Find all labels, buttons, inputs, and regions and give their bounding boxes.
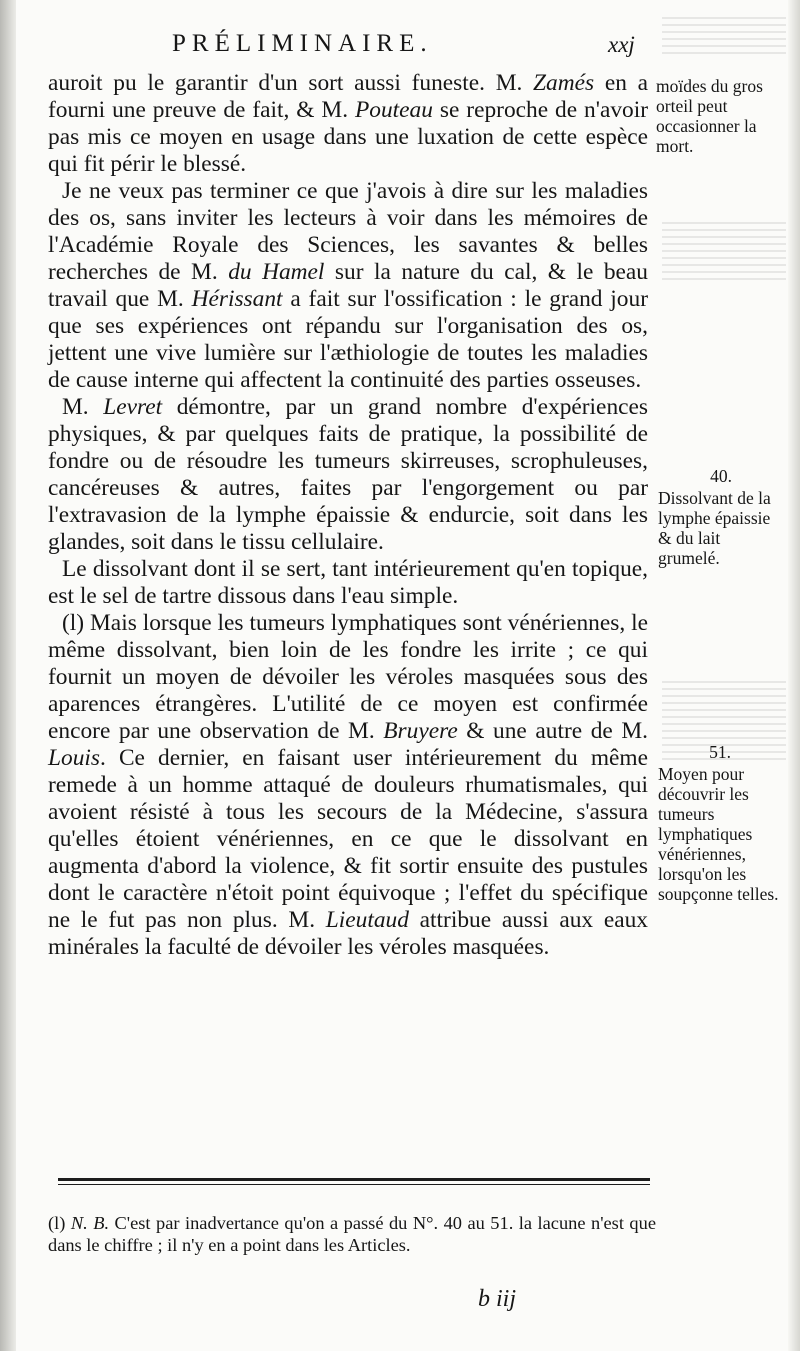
paragraph: Je ne veux pas terminer ce que j'avois à dire sur les maladies des os, sans inviter les lecteurs à voir dans les mémoires de l'Académie Royale des Sciences, les savantes & belles recherches de M. du Hamel sur la nature du cal, & le beau travail que M. Hérissant a fait sur l'ossification : le grand jour que ses expériences ont répandu sur l'organisation des os, jettent une vive lumière sur l'æthiologie de toutes les maladies de cause interne qui affectent la continuité des parties osseuses. xyxy=(48,178,649,393)
person-name: Louis xyxy=(48,745,101,771)
paragraph: M. Levret démontre, par un grand nombre d'expériences physiques, & par quelques faits de pratique, la possibilité de fondre ou de résoudre les tumeurs skirreuses, scrophuleuses, cancéreuses & autres, faites par l'engorgement ou par l'extravasion de la lymphe épaissie & endurcie, soit dans les glandes, soit dans le tissu cellulaire. xyxy=(48,394,649,555)
person-name: du Hamel xyxy=(228,259,325,285)
signature-mark: b iij xyxy=(478,1286,517,1312)
footnote: (l) N. B. C'est par inadvertance qu'on a passé du N°. 40 au 51. la lacune n'est que dans le chiffre ; il n'y en a point dans les Articles. xyxy=(48,1213,656,1255)
page-number: xxj xyxy=(608,32,635,57)
margin-note xyxy=(658,466,784,568)
binding-shadow xyxy=(0,0,16,1351)
paragraph: auroit pu le garantir d'un sort aussi funeste. M. Zamés en a fourni une preuve de fait, & M. Pouteau se reproche de n'avoir pas mis ce moyen en usage dans une luxation de cette espèce qui fit périr le blessé. xyxy=(48,70,648,177)
nota-bene: N. B. xyxy=(70,1213,110,1233)
page-edge-shadow xyxy=(788,0,800,1351)
person-name: Bruyere xyxy=(383,718,458,744)
margin-note-text: moïdes du gros orteil peut occasionner la mort. xyxy=(656,76,763,156)
page-header xyxy=(48,30,648,62)
bleed-through-mark xyxy=(662,220,786,280)
article-number: 40. xyxy=(710,466,732,486)
margin-note xyxy=(658,742,782,904)
main-text xyxy=(48,70,648,961)
person-name: Hérissant xyxy=(191,286,283,312)
margin-note-text: Moyen pour découvrir les tumeurs lymphatiques vénériennes, lorsqu'on les soupçonne telles. xyxy=(658,764,779,904)
margin-note-text: Dissolvant de la lymphe épaissie & du lait grumelé. xyxy=(658,488,771,568)
footnote-separator xyxy=(58,1176,650,1188)
person-name: Pouteau xyxy=(355,97,433,123)
person-name: Zamés xyxy=(533,70,595,96)
bleed-through-mark xyxy=(662,14,786,54)
margin-note xyxy=(656,76,766,156)
article-number: 51. xyxy=(709,742,731,762)
running-title: PRÉLIMINAIRE. xyxy=(172,30,433,57)
person-name: Lieutaud xyxy=(325,907,409,933)
paragraph: Le dissolvant dont il se sert, tant intérieurement qu'en topique, est le sel de tartre dissous dans l'eau simple. xyxy=(48,556,648,609)
person-name: Levret xyxy=(103,394,163,420)
paragraph: (l) Mais lorsque les tumeurs lymphatiques sont vénériennes, le même dissolvant, bien loin de les fondre les irrite ; ce qui fournit un moyen de dévoiler les véroles masquées sous des aparences étrangères. L'utilité de ce moyen est confirmée encore par une observation de M. Bruyere & une autre de M. Louis. Ce dernier, en faisant user intérieurement du même remede à un homme attaqué de douleurs rhumatismales, qui avoient résisté à tous les secours de la Médecine, s'assura qu'elles étoient vénériennes, en ce que le dissolvant en augmenta d'abord la violence, & fit sortir ensuite des pustules dont le caractère n'étoit point équivoque ; l'effet du spécifique ne le fut pas non plus. M. Lieutaud attribue aussi aux eaux minérales la faculté de dévoiler les véroles masquées. xyxy=(48,610,648,960)
